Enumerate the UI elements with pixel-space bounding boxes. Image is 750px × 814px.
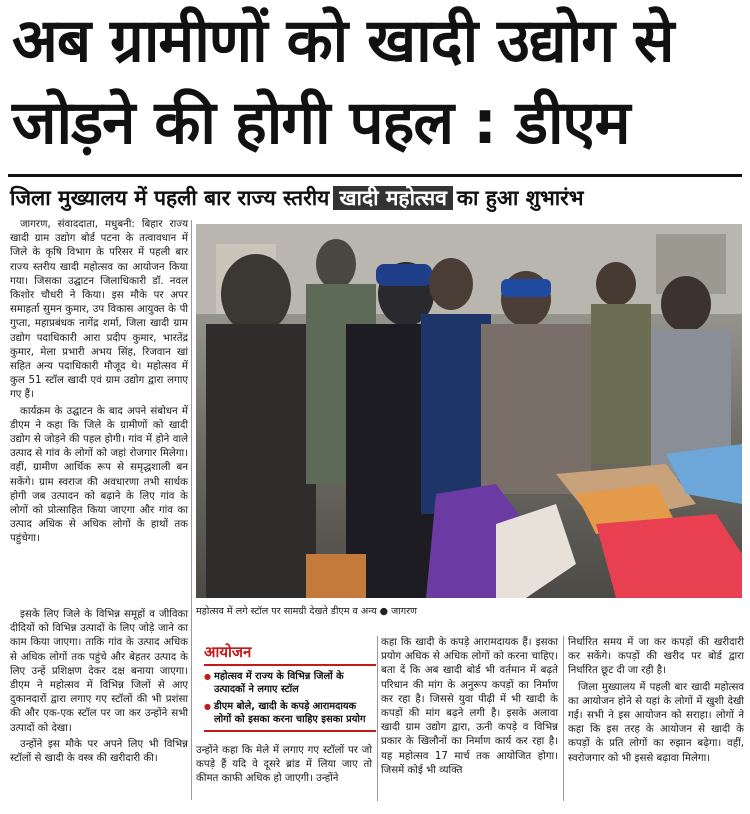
subheadline-after: का हुआ शुभारंभ <box>456 186 584 210</box>
article-paragraph: उन्होंने इस मौके पर अपने लिए भी विभिन्न स्टॉलों से खादी के वस्त्र की खरीदारी की। <box>10 738 188 765</box>
subheadline-highlight: खादी महोत्सव <box>333 186 453 210</box>
aayojan-item: ● डीएम बोले, खादी के कपड़े आरामदायक लोगों को इसका करना चाहिए इसका प्रयोग <box>204 700 376 726</box>
article-paragraph: जिला मुख्यालय में पहली बार खादी महोत्सव का आयोजन होने से यहां के लोगों में खुशी देखी गई। सभी ने इस आयोजन को सराहा। लोगों ने कहा कि इस तरह के आयोजन से खादी के कपड़ों के प्रति लोगों का रुझान बढ़ेगा। वहीं, स्वरोजगार को भी इससे बढ़ावा मिलेगा। <box>568 681 744 764</box>
aayojan-title: आयोजन <box>204 642 376 666</box>
headline-line-2: जोड़ने की होगी पहल : डीएम <box>12 88 630 158</box>
article-paragraph: इसके लिए जिले के विभिन्न समूहों व जीविका दीदियों को विभिन्न उत्पादों के लिए जोड़े जाने का काम किया जाएगा। ताकि गांव के उत्पाद अधिक से अधिक लोगों तक पहुंचे और बेहतर उत्पाद के लिए उन्हें प्रशिक्षण देकर दक्ष बनाया जाएगा। डीएम ने महोत्सव में विभिन्न जिलों से आए दुकानदारों द्वारा लगाए गए स्टॉलों की भी प्रशंसा की और एक-एक स्टॉल पर जा कर उन्होंने सभी उत्पादों को देखा। <box>10 609 188 734</box>
article-paragraph: कार्यक्रम के उद्घाटन के बाद अपने संबोधन में डीएम ने कहा कि जिले के ग्रामीणों को खादी उद्योग से जोड़ने की पहल होगी। गांव में होने वाले उत्पाद से गांव के लोगों को जहां रोजगार मिलेगा। वहीं, ग्रामीण आर्थिक रूप से समृद्धशाली बन सकेंगे। ग्राम स्वराज की अवधारणा तभी सार्थक होगी जब उत्पादन को बढ़ाने के लिए गांव के लोगों को प्रोत्साहित किया जाएगा और गांव का उत्पाद अधिक से अधिक लोगों के हाथों तक पहुंचेगा। <box>10 405 188 545</box>
news-photo <box>196 224 742 598</box>
headline-line-1: अब ग्रामीणों को खादी उद्योग से <box>12 6 674 76</box>
article-paragraph: जागरण, संवाददाता, मधुबनी: बिहार राज्य खादी ग्राम उद्योग बोर्ड पटना के तत्वावधान में जिले के कृषि विभाग के परिसर में पहली बार राज्य स्तरीय खादी महोत्सव का आयोजन किया गया। जिसका उद्घाटन जिलाधिकारी डॉ. नवल किशोर चौधरी ने किया। इस मौके पर अपर समाहर्ता सुमन कुमार, उप विकास आयुक्त के पी गुप्ता, महाप्रबंधक नागेंद्र शर्मा, जिला खादी ग्राम उद्योग पदाधिकारी आरा प्रदीप कुमार, भारतेंद्र कुमार, मेला प्रभारी अभय सिंह, रिजवान खां सहित अन्य पदाधिकारी मौजूद थे। महोत्सव में कुल 51 स्टॉल खादी एवं ग्राम उद्योग द्वारा लगाए गए हैं। <box>10 219 188 401</box>
headline-rule <box>8 174 742 177</box>
column-divider <box>191 220 192 800</box>
article-column-3 <box>381 636 558 780</box>
subheadline-before: जिला मुख्यालय में पहली बार राज्य स्तरीय <box>10 186 330 210</box>
news-photo-illustration <box>196 224 742 598</box>
article-column-bottom-left <box>10 608 188 768</box>
article-paragraph: कहा कि खादी के कपड़े आरामदायक हैं। इसका प्रयोग अधिक से अधिक लोगों को करना चाहिए। बता दें कि अब खादी बोर्ड भी वर्तमान में बढ़ते परिधान की मांग के अनुरूप कपड़ों का निर्माण कर रहा है। जिससे युवा पीढ़ी में भी खादी के कपड़ों की मांग बढ़ने लगी है। इसके अलावा खादी ग्राम उद्योग द्वारा, ऊनी कपड़े व विभिन्न प्रकार के खिलौनों का निर्माण कार्य कर रहा है। यह महोत्सव 17 मार्च तक आयोजित होगा। जिसमें कोई भी व्यक्ति <box>381 637 558 776</box>
article-paragraph: निर्धारित समय में जा कर कपड़ों की खरीदारी कर सकेंगे। कपड़ों की खरीद पर बोर्ड द्वारा निर्धारित छूट दी जा रही है। <box>568 637 744 677</box>
aayojan-list <box>204 670 376 726</box>
article-column-4 <box>568 636 744 768</box>
aayojan-box <box>204 642 376 732</box>
subheadline <box>10 184 745 212</box>
aayojan-item: ● महोत्सव में राज्य के विभिन्न जिलों के उत्पादकों ने लगाए स्टॉल <box>204 670 376 696</box>
column-divider <box>563 636 564 801</box>
column-divider <box>377 636 378 801</box>
article-column-left <box>10 218 188 549</box>
aayojan-rule <box>204 730 376 732</box>
photo-caption: महोत्सव में लगे स्टॉल पर सामग्री देखते डीएम व अन्य ● जागरण <box>196 606 417 617</box>
article-column-2 <box>196 744 372 789</box>
article-paragraph: उन्होंने कहा कि मेले में लगाए गए स्टॉलों पर जो कपड़े हैं यदि वे दूसरे ब्रांड में लिया जाए तो कीमत काफी अधिक हो जाएगी। उन्होंने <box>196 745 372 785</box>
